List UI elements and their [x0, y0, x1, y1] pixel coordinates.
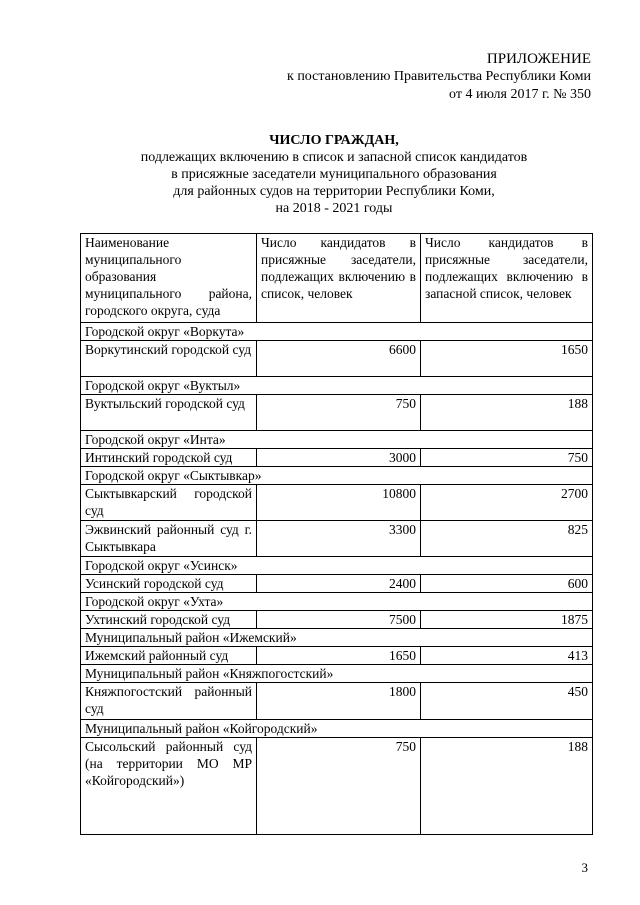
- section-label: Муниципальный район «Ижемский»: [81, 629, 593, 647]
- court-name: Вуктыльский городской суд: [81, 395, 257, 431]
- main-list-count: 1650: [257, 647, 421, 665]
- candidates-table: [80, 233, 593, 835]
- section-label: Муниципальный район «Койгородский»: [81, 720, 593, 738]
- appendix-date-line: от 4 июля 2017 г. № 350: [449, 87, 591, 102]
- main-list-count: 1800: [257, 683, 421, 720]
- section-row: [81, 665, 593, 683]
- appendix-decree-line: к постановлению Правительства Республики Коми: [287, 69, 591, 84]
- appendix-block: [287, 50, 591, 104]
- reserve-list-count: 750: [421, 449, 593, 467]
- court-name: Ижемский районный суд: [81, 647, 257, 665]
- page-number: 3: [581, 860, 588, 875]
- court-row: [81, 683, 593, 720]
- title-line: на 2018 - 2021 годы: [275, 201, 393, 216]
- main-list-count: 6600: [257, 341, 421, 377]
- main-list-count: 750: [257, 395, 421, 431]
- title-main: ЧИСЛО ГРАЖДАН,: [269, 133, 399, 148]
- reserve-list-count: 600: [421, 575, 593, 593]
- title-line: для районных судов на территории Республики Коми,: [173, 184, 495, 199]
- section-row: [81, 323, 593, 341]
- court-name: Эжвинский районный суд г. Сыктывкара: [81, 521, 257, 557]
- reserve-list-count: 2700: [421, 485, 593, 521]
- reserve-list-count: 1875: [421, 611, 593, 629]
- document-title: [80, 132, 588, 217]
- section-label: Городской округ «Воркута»: [81, 323, 593, 341]
- section-label: Городской округ «Вуктыл»: [81, 377, 593, 395]
- main-list-count: 10800: [257, 485, 421, 521]
- court-name: Ухтинский городской суд: [81, 611, 257, 629]
- main-list-count: 3000: [257, 449, 421, 467]
- court-row: [81, 521, 593, 557]
- reserve-list-count: 450: [421, 683, 593, 720]
- court-row: [81, 485, 593, 521]
- court-name: Сысольский районный суд (на территории МО МР «Койгородский»): [81, 738, 257, 835]
- section-row: [81, 557, 593, 575]
- reserve-list-count: 188: [421, 738, 593, 835]
- section-row: [81, 629, 593, 647]
- section-label: Городской округ «Сыктывкар»: [81, 467, 593, 485]
- main-list-count: 2400: [257, 575, 421, 593]
- reserve-list-count: 1650: [421, 341, 593, 377]
- court-row: [81, 449, 593, 467]
- title-line: подлежащих включению в список и запасной список кандидатов: [140, 150, 528, 165]
- court-row: [81, 738, 593, 835]
- section-row: [81, 431, 593, 449]
- main-list-count: 750: [257, 738, 421, 835]
- reserve-list-count: 413: [421, 647, 593, 665]
- court-row: [81, 341, 593, 377]
- header-reserve-list: Число кандидатов в присяжные заседатели, подлежащих включению в запасной список, человек: [421, 234, 593, 323]
- court-name: Воркутинский городской суд: [81, 341, 257, 377]
- appendix-label: ПРИЛОЖЕНИЕ: [486, 51, 591, 67]
- section-row: [81, 377, 593, 395]
- court-name: Интинский городской суд: [81, 449, 257, 467]
- table-header-row: [81, 234, 593, 323]
- section-label: Муниципальный район «Княжпогостский»: [81, 665, 593, 683]
- court-row: [81, 647, 593, 665]
- court-name: Сыктывкарский городской суд: [81, 485, 257, 521]
- reserve-list-count: 188: [421, 395, 593, 431]
- reserve-list-count: 825: [421, 521, 593, 557]
- main-list-count: 3300: [257, 521, 421, 557]
- court-row: [81, 575, 593, 593]
- section-row: [81, 720, 593, 738]
- section-row: [81, 593, 593, 611]
- section-label: Городской округ «Инта»: [81, 431, 593, 449]
- header-main-list: Число кандидатов в присяжные заседатели, подлежащих включению в список, человек: [257, 234, 421, 323]
- main-list-count: 7500: [257, 611, 421, 629]
- title-line: в присяжные заседатели муниципального образования: [171, 167, 497, 182]
- court-row: [81, 395, 593, 431]
- section-label: Городской округ «Усинск»: [81, 557, 593, 575]
- section-label: Городской округ «Ухта»: [81, 593, 593, 611]
- court-name: Княжпогостский районный суд: [81, 683, 257, 720]
- header-municipality: Наименование муниципального образования муниципального района, городского округа, суда: [81, 234, 257, 323]
- court-name: Усинский городской суд: [81, 575, 257, 593]
- section-row: [81, 467, 593, 485]
- court-row: [81, 611, 593, 629]
